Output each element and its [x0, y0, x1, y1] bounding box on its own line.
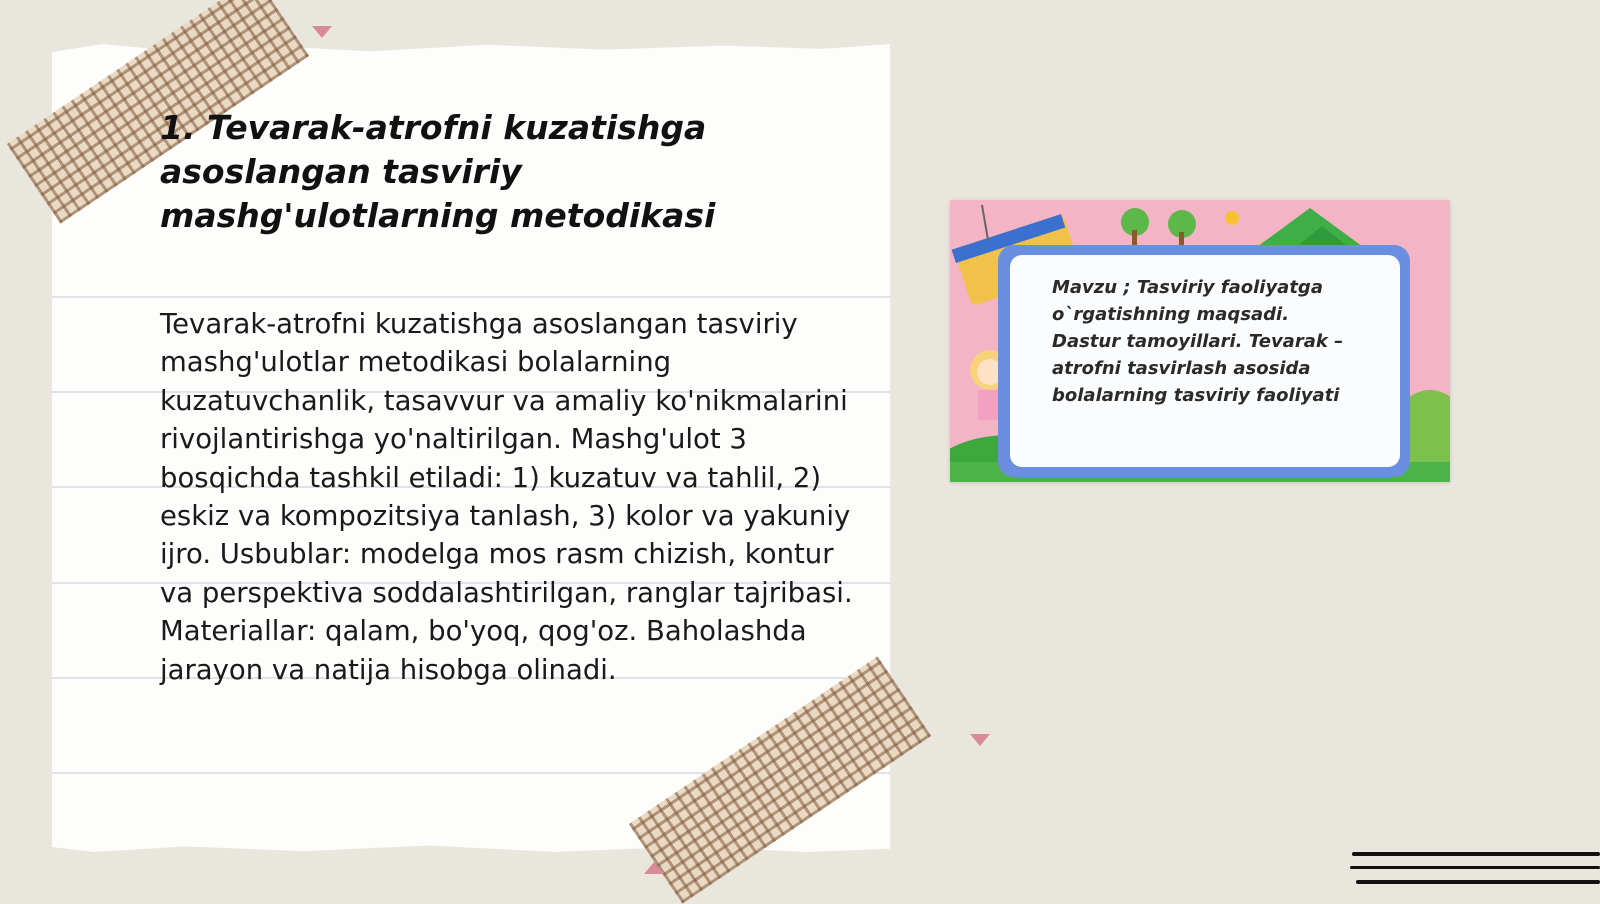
brush-stroke	[1352, 852, 1600, 856]
slide-title: 1. Tevarak-atrofni kuzatishga asoslangan tasviriy mashg'ulotlarning metodikasi	[160, 108, 716, 235]
tape-marker	[970, 734, 990, 746]
tape-marker	[644, 862, 664, 874]
tape-marker	[312, 26, 332, 38]
illustration-caption: Mavzu ; Tasviriy faoliyatga o`rgatishning maqsadi. Dastur tamoyillari. Tevarak – atrofni tasvirlash asosida bolalarning tasviriy faoliyati	[1052, 277, 1344, 406]
brush-stroke	[1350, 866, 1600, 869]
brush-stroke	[1356, 880, 1600, 884]
slide-body-text: Tevarak-atrofni kuzatishga asoslangan tasviriy mashg'ulotlar metodikasi bolalarning kuzatuvchanlik, tasavvur va amaliy ko'nikmalarini rivojlantirishga yo'naltirilgan. Mashg'ulot 3 bosqichda tashkil etiladi: 1) kuzatuv va tahlil, 2) eskiz va kompozitsiya tanlash, 3) kolor va yakuniy ijro. Usbublar: modelga mos rasm chizish, kontur va perspektiva soddalashtirilgan, ranglar tajribasi. Materiallar: qalam, bo'yoq, qog'oz. Baholashda jarayon va natija hisobga olinadi.	[160, 308, 853, 686]
illustration-image	[950, 200, 1450, 482]
ruled-line	[52, 296, 890, 298]
